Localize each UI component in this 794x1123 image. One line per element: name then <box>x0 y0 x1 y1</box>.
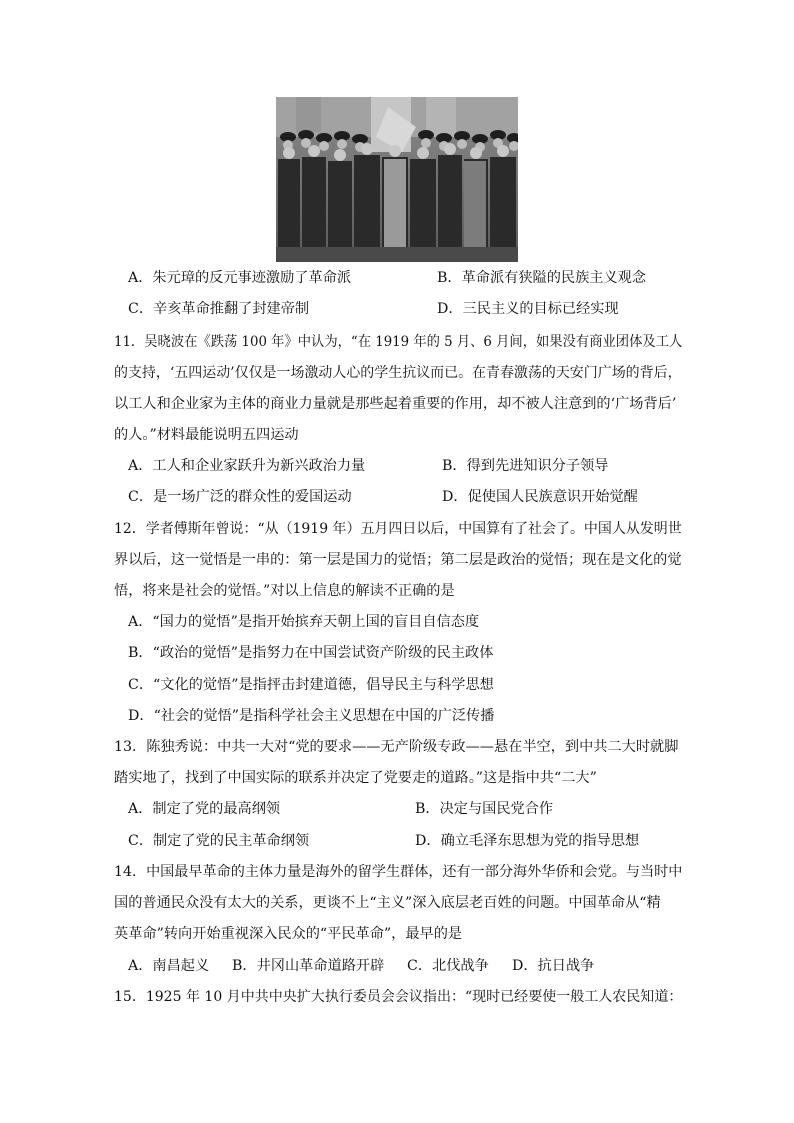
q10-option-b: B．革命派有狭隘的民族主义观念 <box>437 270 647 286</box>
q12-option-a: A．“国力的觉悟”是指开始摈弃天朝上国的盲目自信态度 <box>128 614 480 630</box>
q10-option-d: D．三民主义的目标已经实现 <box>437 301 619 317</box>
historical-group-photo <box>276 97 518 262</box>
q11-stem-line-4: 的人。”材料最能说明五四运动 <box>114 427 299 443</box>
q13-stem-line-2: 踏实地了，找到了中国实际的联系并决定了党要走的道路。”这是指中共“二大” <box>114 770 597 786</box>
q10-option-a: A．朱元璋的反元事迹激励了革命派 <box>128 270 352 286</box>
q14-option-a: A．南昌起义 <box>128 958 210 974</box>
q11-option-b: B．得到先进知识分子领导 <box>442 458 609 474</box>
q11-option-c: C．是一场广泛的群众性的爱国运动 <box>128 489 352 505</box>
q11-option-d: D．促使国人民族意识开始觉醒 <box>442 489 638 505</box>
q11-stem-line-3: 以工人和企业家为主体的商业力量就是那些起着重要的作用，却不被人注意到的‘广场背后’ <box>114 396 677 412</box>
q11-option-a: A．工人和企业家跃升为新兴政治力量 <box>128 458 366 474</box>
q12-option-d: D．“社会的觉悟”是指科学社会主义思想在中国的广泛传播 <box>128 708 495 724</box>
q12-stem-line-3: 悟，将来是社会的觉悟。”对以上信息的解读不正确的是 <box>114 583 455 599</box>
q14-stem-line-2: 国的普通民众没有太大的关系，更谈不上“主义”深入底层老百姓的问题。中国革命从“精 <box>114 895 661 911</box>
q11-stem-line-2: 的支持，‘五四运动’仅仅是一场激动人心的学生抗议而已。在青春激荡的天安门广场的背后， <box>114 365 682 381</box>
q11-stem-line-1: 11．吴晓波在《跌荡 100 年》中认为，“在 1919 年的 5 月、6 月间，如果没有商业团体及工人 <box>114 334 683 350</box>
q15-stem-line-1: 15．1925 年 10 月中共中央扩大执行委员会会议指出：“现时已经要使一般工人农民知道： <box>114 989 683 1005</box>
q14-option-b: B．井冈山革命道路开辟 <box>232 958 385 974</box>
q12-stem-line-1: 12．学者傅斯年曾说：“从（1919 年）五月四日以后，中国算有了社会了。中国人从发明世 <box>114 521 682 537</box>
q13-stem-line-1: 13．陈独秀说：中共一大对“党的要求——无产阶级专政——悬在半空，到中共二大时就脚 <box>114 739 679 755</box>
q14-option-c: C．北伐战争 <box>407 958 489 974</box>
q10-option-c: C．辛亥革命推翻了封建帝制 <box>128 301 310 317</box>
q14-option-d: D．抗日战争 <box>512 958 595 974</box>
q14-stem-line-3: 英革命”转向开始重视深入民众的“平民革命”，最早的是 <box>114 926 463 942</box>
q14-stem-line-1: 14．中国最早革命的主体力量是海外的留学生群体，还有一部分海外华侨和会党。与当时中 <box>114 864 683 880</box>
q13-option-a: A．制定了党的最高纲领 <box>128 801 281 817</box>
q12-option-c: C．“文化的觉悟”是指抨击封建道德，倡导民主与科学思想 <box>128 677 494 693</box>
q12-option-b: B．“政治的觉悟”是指努力在中国尝试资产阶级的民主政体 <box>128 645 494 661</box>
q13-option-b: B．决定与国民党合作 <box>415 801 554 817</box>
q13-option-c: C．制定了党的民主革命纲领 <box>128 833 310 849</box>
q12-stem-line-2: 界以后，这一觉悟是一串的：第一层是国力的觉悟；第二层是政治的觉悟；现在是文化的觉 <box>114 552 682 568</box>
q13-option-d: D．确立毛泽东思想为党的指导思想 <box>415 833 640 849</box>
